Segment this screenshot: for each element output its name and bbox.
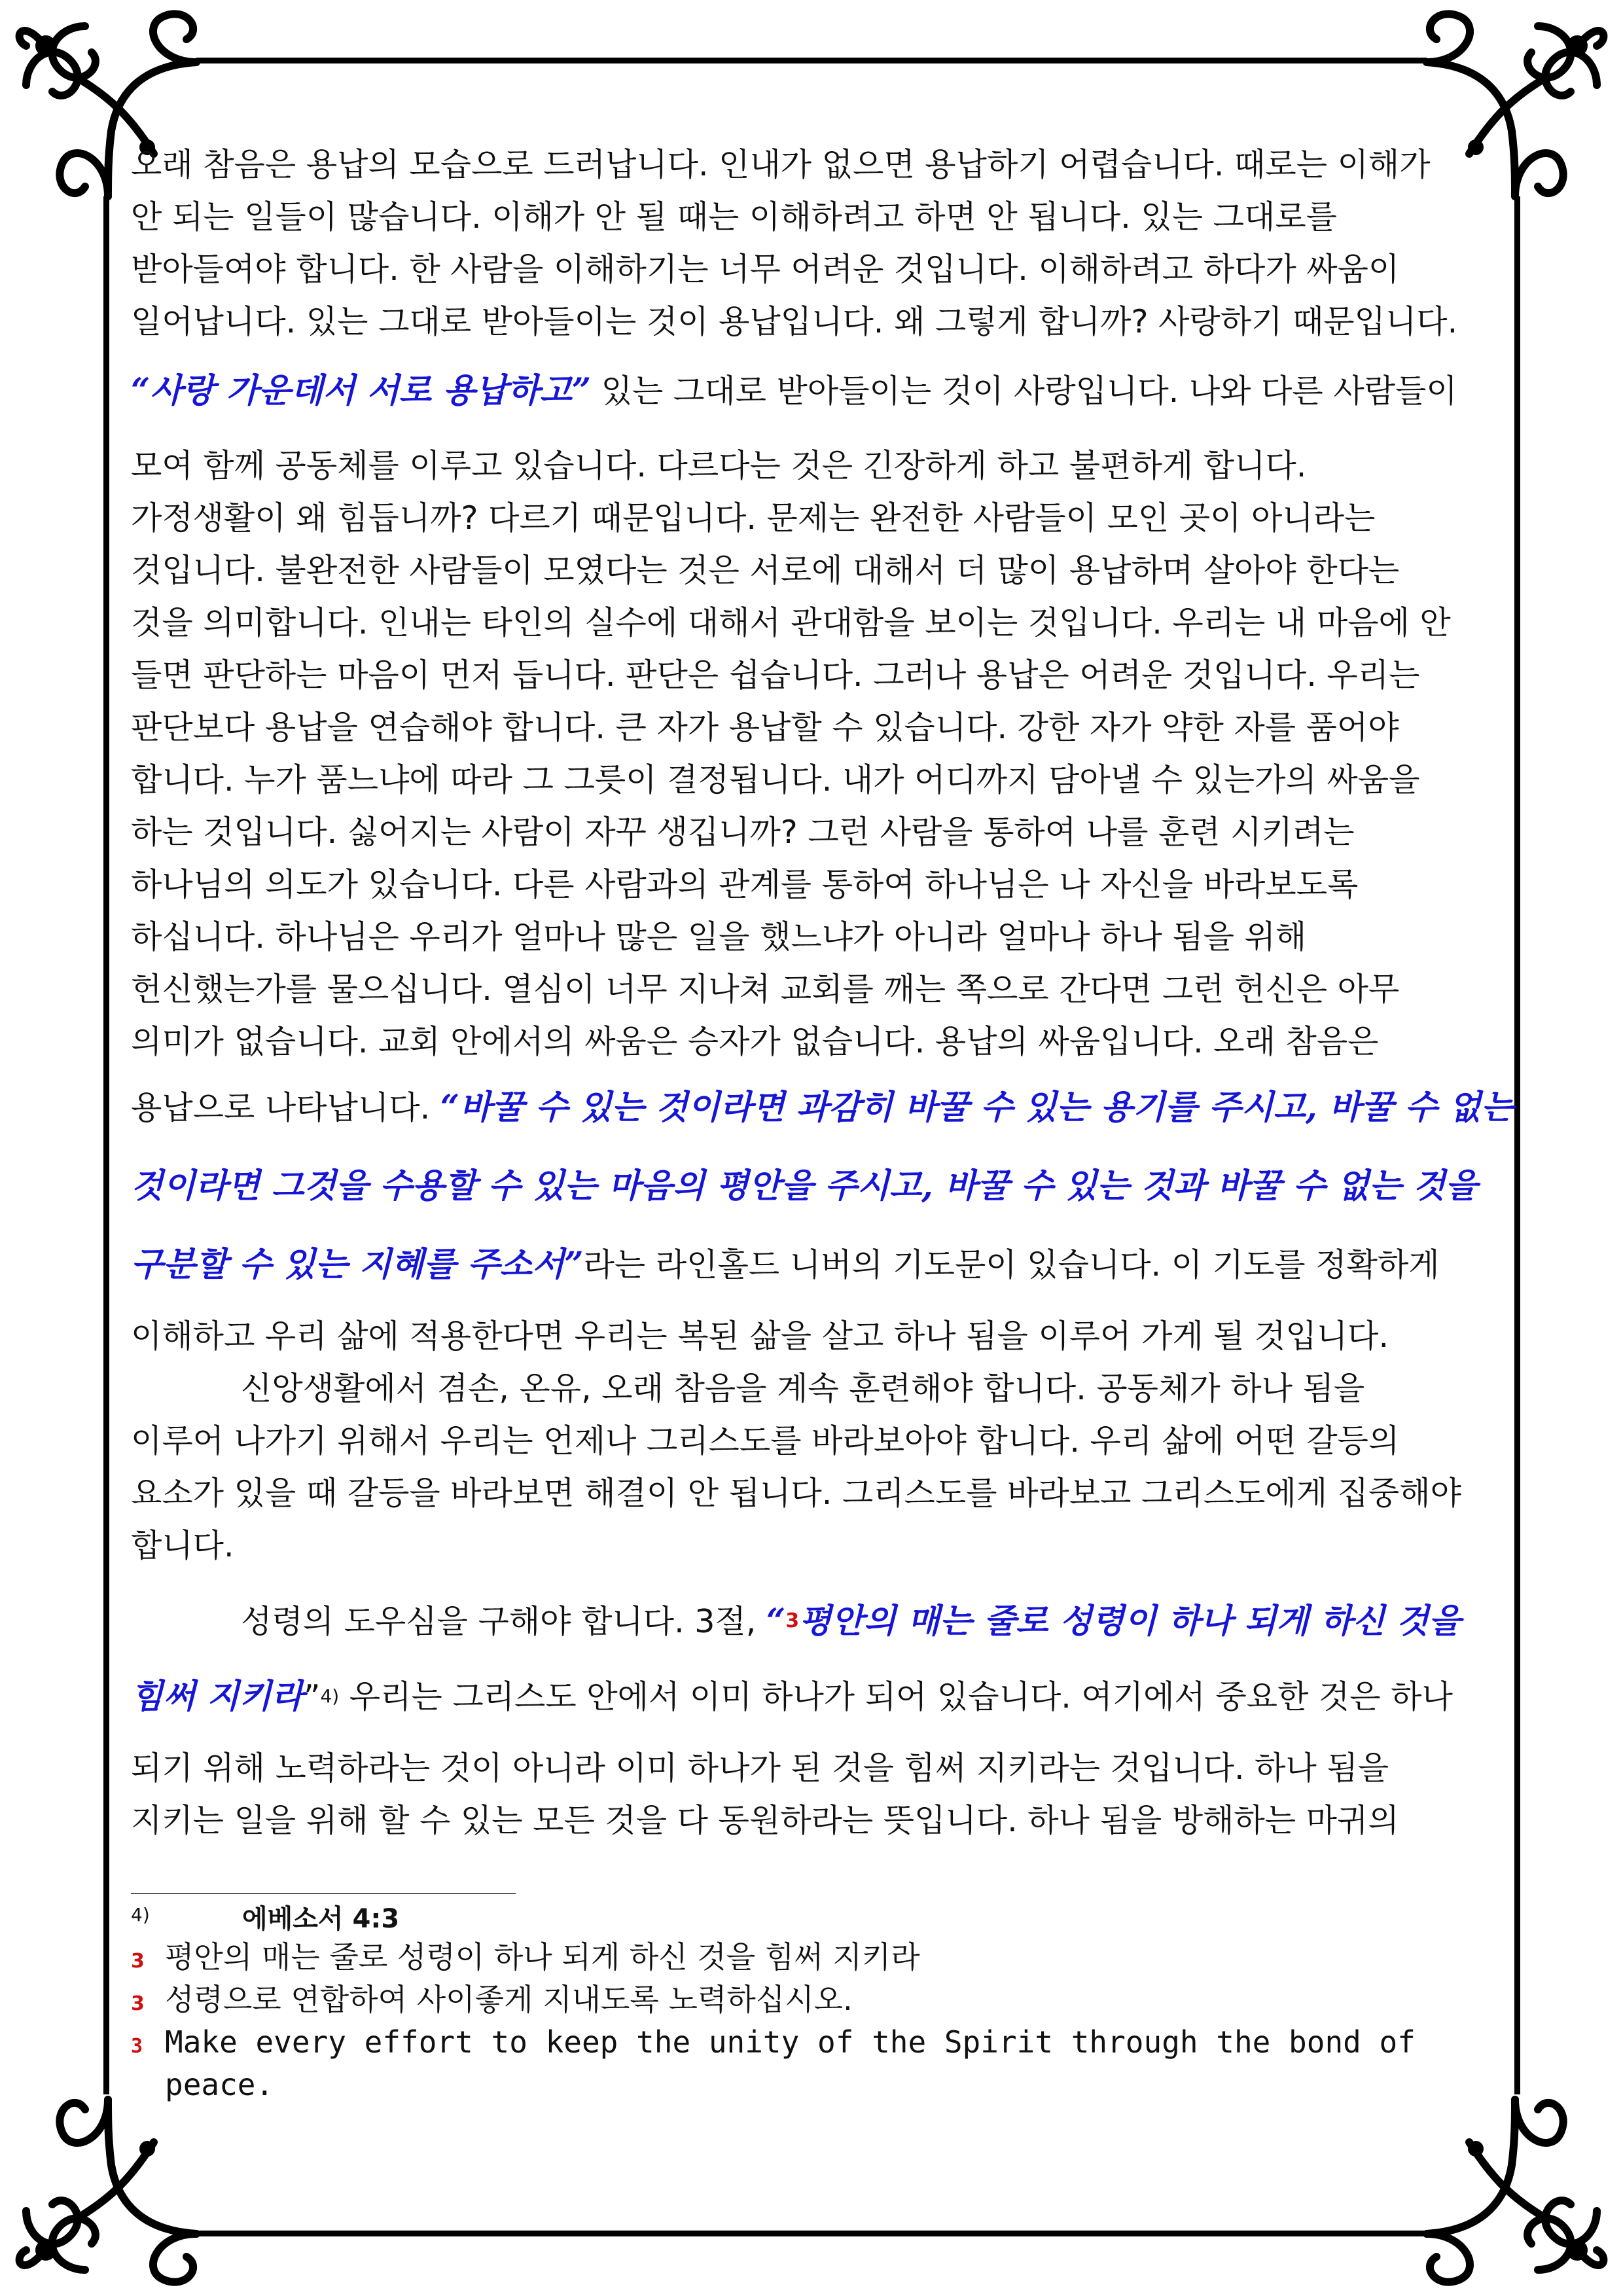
body-line: 되기 위해 노력하라는 것이 아니라 이미 하나가 된 것을 힘써 지키라는 것입니다. 하나 됨을 — [131, 1749, 1389, 1787]
footnote-reference[interactable]: 4) — [320, 1685, 340, 1707]
quote-close-mark: ” — [304, 1678, 321, 1715]
frame-top-border — [196, 58, 1427, 63]
footnote-verse: 3 Make every effort to keep the unity of the Spirit through the bond of — [131, 2022, 1416, 2066]
body-line: 지키는 일을 위해 할 수 있는 모든 것을 다 동원하라는 뜻입니다. 하나 됨을 방해하는 마귀의 — [131, 1802, 1399, 1839]
body-line: 헌신했는가를 물으십니다. 열심이 너무 지나쳐 교회를 깨는 쪽으로 간다면 그런 헌신은 아무 — [131, 971, 1400, 1008]
prayer-quote: “바꿀 수 있는 것이라면 과감히 바꿀 수 있는 용기를 주시고, 바꿀 수 없는 — [440, 1088, 1514, 1127]
verse-number: 3 — [131, 1992, 145, 2015]
body-line: 요소가 있을 때 갈등을 바라보면 해결이 안 됩니다. 그리스도를 바라보고 그리스도에게 집중해야 — [131, 1475, 1461, 1512]
body-line — [131, 1602, 1461, 1641]
body-line: 것입니다. 불완전한 사람들이 모였다는 것은 서로에 대해서 더 많이 용납하며 살아야 한다는 — [131, 552, 1400, 589]
footnote-divider — [131, 1893, 516, 1894]
body-line — [131, 1166, 1478, 1206]
body-line: 일어납니다. 있는 그대로 받아들이는 것이 용납입니다. 왜 그렇게 합니까? 사랑하기 때문입니다. — [131, 303, 1458, 340]
frame-left-border — [103, 196, 109, 2094]
body-line: 의미가 없습니다. 교회 안에서의 싸움은 승자가 없습니다. 용납의 싸움입니다. 오래 참음은 — [131, 1023, 1379, 1060]
verse-number: 3 — [131, 2035, 143, 2058]
body-line: 이루어 나가기 위해서 우리는 언제나 그리스도를 바라보아야 합니다. 우리 삶에 어떤 갈등의 — [131, 1422, 1400, 1460]
body-line — [131, 1677, 1453, 1717]
verse-number: 3 — [785, 1609, 800, 1632]
body-line: 판단보다 용납을 연습해야 합니다. 큰 자가 용납할 수 있습니다. 강한 자가 약한 자를 품어야 — [131, 709, 1399, 746]
prayer-quote: 것이라면 그것을 수용할 수 있는 마음의 평안을 주시고, 바꿀 수 있는 것과 바꿀 수 없는 것을 — [131, 1166, 1478, 1206]
frame-bottom-border — [196, 2231, 1427, 2236]
body-text: 있는 그대로 받아들이는 것이 사랑입니다. 나와 다른 사람들이 — [591, 372, 1457, 410]
body-line: 안 되는 일들이 많습니다. 이해가 안 될 때는 이해하려고 하면 안 됩니다. 있는 그대로를 — [131, 198, 1337, 236]
footnote-mark: 4) — [131, 1904, 150, 1926]
body-line: 하는 것입니다. 싫어지는 사람이 자꾸 생깁니까? 그런 사람을 통하여 나를 훈련 시키려는 — [131, 814, 1355, 851]
body-line: 하십니다. 하나님은 우리가 얼마나 많은 일을 했느냐가 아니라 얼마나 하나 됨을 위해 — [131, 918, 1307, 956]
body-line: 이해하고 우리 삶에 적용한다면 우리는 복된 삶을 살고 하나 됨을 이루어 가게 될 것입니다. — [131, 1318, 1389, 1355]
ornament-corner-top-right — [1407, 0, 1623, 216]
body-line: 모여 함께 공동체를 이루고 있습니다. 다르다는 것은 긴장하게 하고 불편하게 합니다. — [131, 447, 1307, 484]
ornament-corner-bottom-left — [0, 2080, 216, 2296]
body-line: 받아들여야 합니다. 한 사람을 이해하기는 너무 어려운 것입니다. 이해하려고 하다가 싸움이 — [131, 251, 1400, 288]
footnote-scripture-ref: 에베소서 4:3 — [242, 1904, 400, 1934]
body-text: 우리는 그리스도 안에서 이미 하나가 되어 있습니다. 여기에서 중요한 것은 하나 — [339, 1678, 1453, 1715]
scripture-quote: 평안의 매는 줄로 성령이 하나 되게 하신 것을 — [799, 1602, 1461, 1641]
body-text: 성령의 도우심을 구해야 합니다. 3절, — [241, 1603, 766, 1640]
body-line: 합니다. — [131, 1527, 234, 1564]
quote-open-mark: “ — [766, 1602, 786, 1641]
body-line: 합니다. 누가 품느냐에 따라 그 그릇이 결정됩니다. 내가 어디까지 담아낼 수 있는가의 싸움을 — [131, 761, 1420, 798]
verse-number: 3 — [131, 1950, 145, 1973]
body-line: 하나님의 의도가 있습니다. 다른 사람과의 관계를 통하여 하나님은 나 자신을 바라보도록 — [131, 866, 1359, 903]
body-line: 들면 판단하는 마음이 먼저 듭니다. 판단은 쉽습니다. 그러나 용납은 어려운 것입니다. 우리는 — [131, 656, 1420, 694]
body-line — [131, 371, 1457, 411]
body-line: 오래 참음은 용납의 모습으로 드러납니다. 인내가 없으면 용납하기 어렵습니다. 때로는 이해가 — [131, 146, 1431, 183]
footnote-verse: 3 평안의 매는 줄로 성령이 하나 되게 하신 것을 힘써 지키라 — [131, 1937, 920, 1981]
scripture-quote: “사랑 가운데서 서로 용납하고” — [131, 371, 592, 410]
body-line: 것을 의미합니다. 인내는 타인의 실수에 대해서 관대함을 보이는 것입니다. 우리는 내 마음에 안 — [131, 604, 1451, 641]
body-line — [131, 1245, 1440, 1285]
scripture-quote: 힘써 지키라 — [131, 1677, 304, 1716]
body-line — [131, 1088, 1513, 1128]
footnote-verse-continued: peace. — [165, 2067, 274, 2102]
footnote-verse: 3 성령으로 연합하여 사이좋게 지내도록 노력하십시오. — [131, 1980, 853, 2024]
body-line: 가정생활이 왜 힘듭니까? 다르기 때문입니다. 문제는 완전한 사람들이 모인 곳이 아니라는 — [131, 499, 1376, 537]
frame-right-border — [1514, 196, 1520, 2094]
prayer-quote: 구분할 수 있는 지혜를 주소서” — [131, 1245, 584, 1284]
ornament-corner-bottom-right — [1407, 2080, 1623, 2296]
body-text: 라는 라인홀드 니버의 기도문이 있습니다. 이 기도를 정확하게 — [583, 1246, 1440, 1283]
body-text: 용납으로 나타납니다. — [131, 1089, 440, 1126]
body-line: 신앙생활에서 겸손, 온유, 오래 참음을 계속 훈련해야 합니다. 공동체가 하나 됨을 — [241, 1370, 1365, 1407]
